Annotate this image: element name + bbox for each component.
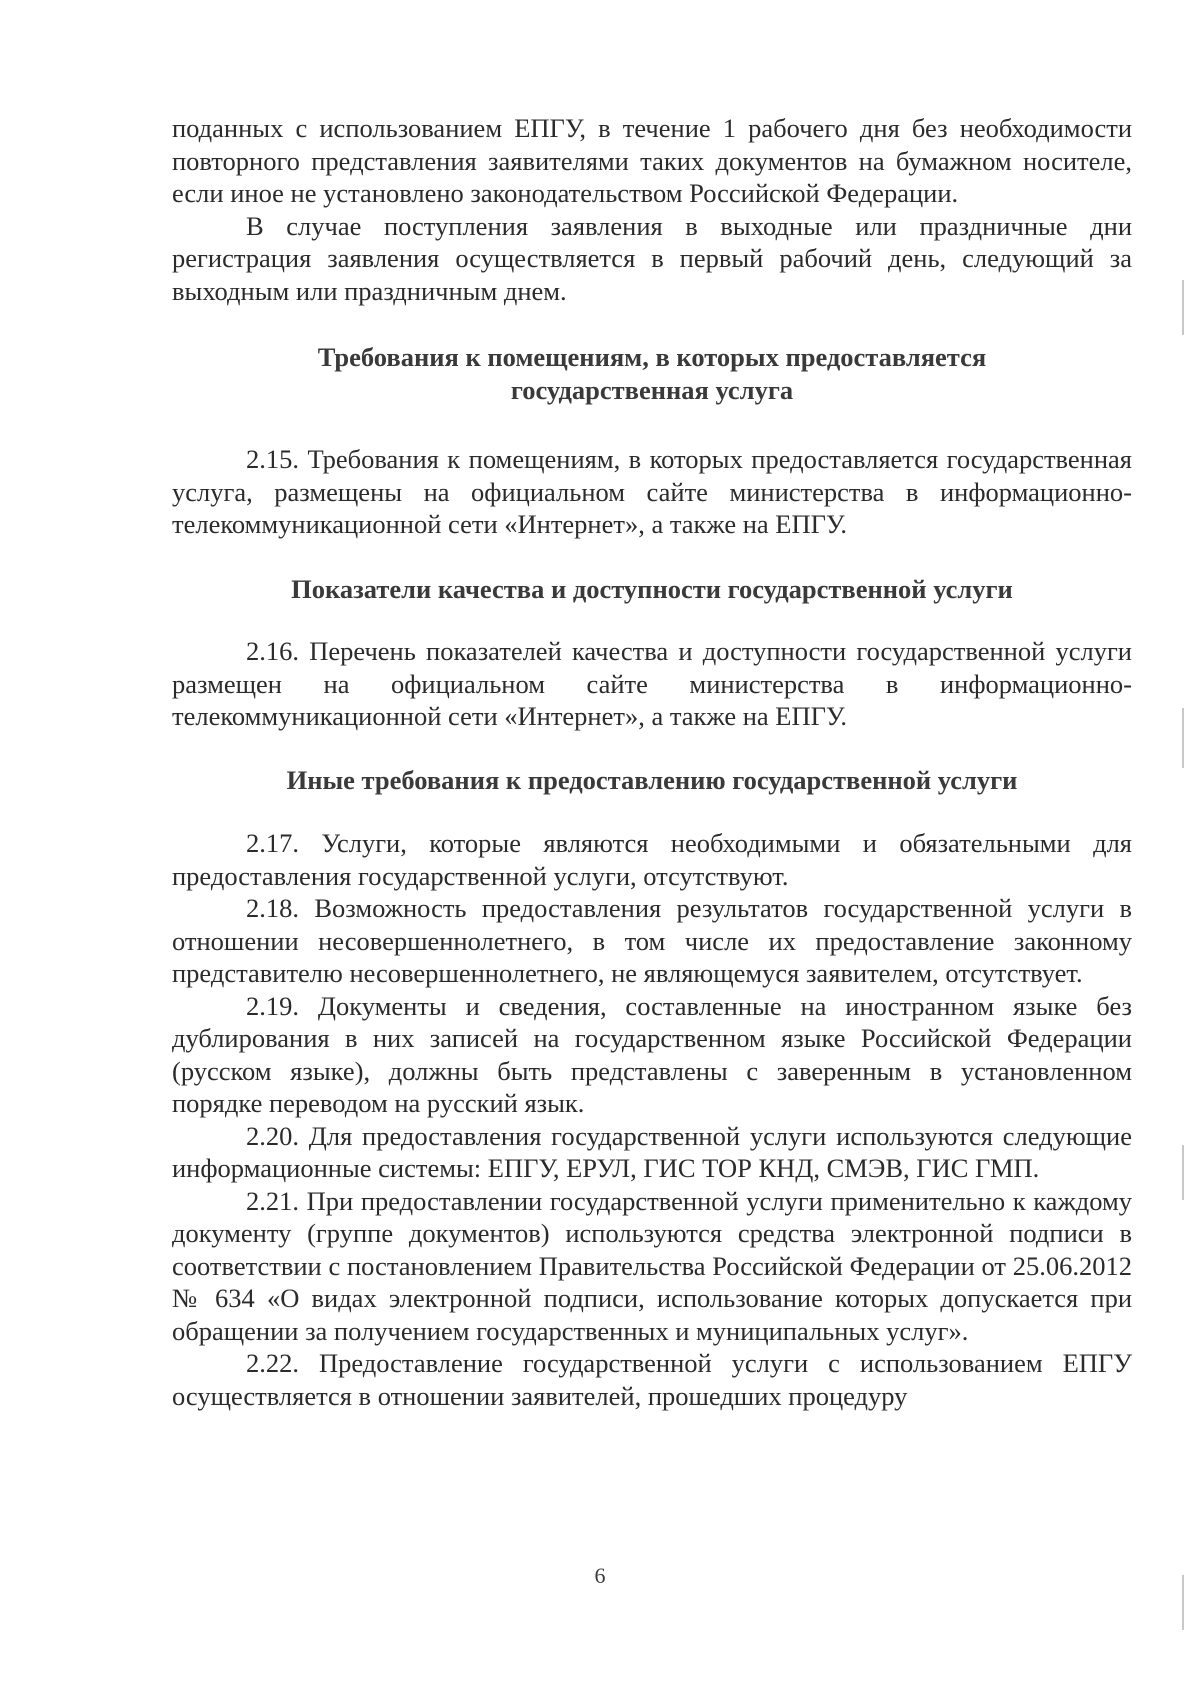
heading-quality-indicators: Показатели качества и доступности государственной услуги (291, 573, 1013, 604)
paragraph-2-17: 2.17. Услуги, которые являются необходимыми и обязательными для предоставления государственной услуги, отсутствуют. (172, 828, 1132, 891)
heading-other-requirements: Иные требования к предоставлению государственной услуги (286, 764, 1018, 795)
scan-edge-mark (1182, 1145, 1184, 1200)
paragraph-2-22: 2.22. Предоставление государственной услуги с использованием ЕПГУ осуществляется в отношении заявителей, прошедших процедуру (172, 1348, 1132, 1411)
paragraph-weekend-registration: В случае поступления заявления в выходные или праздничные дни регистрация заявления осуществляется в первый рабочий день, следующий за выходным или праздничным днем. (172, 210, 1132, 306)
page-number: 6 (594, 1563, 606, 1588)
scan-edge-mark (1182, 708, 1184, 768)
paragraph-2-20: 2.20. Для предоставления государственной услуги используются следующие информационные системы: ЕПГУ, ЕРУЛ, ГИС ТОР КНД, СМЭВ, ГИС ГМП. (172, 1120, 1132, 1183)
paragraph-continuation: поданных с использованием ЕПГУ, в течение 1 рабочего дня без необходимости повторного представления заявителями таких документов на бумажном носителе, если иное не установлено законодательством Российской Федерации. (172, 113, 1132, 208)
paragraph-2-16: 2.16. Перечень показателей качества и доступности государственной услуги размещен на официальном сайте министерства в информационно-телекоммуникационной сети «Интернет», а также на ЕПГУ. (172, 636, 1132, 731)
scan-edge-mark (1182, 1575, 1184, 1630)
paragraph-2-19: 2.19. Документы и сведения, составленные на иностранном языке без дублирования в них записей на государственном языке Российской Федерации (русском языке), должны быть представлены с заверенным в установленном порядке переводом на русский язык. (172, 990, 1132, 1118)
scan-edge-mark (1182, 280, 1184, 335)
paragraph-2-18: 2.18. Возможность предоставления результатов государственной услуги в отношении несовершеннолетнего, в том числе их предоставление законному представителю несовершеннолетнего, не являющемуся заявителем, отсутствует. (172, 893, 1132, 988)
paragraph-2-15: 2.15. Требования к помещениям, в которых предоставляется государственная услуга, размещены на официальном сайте министерства в информационно-телекоммуникационной сети «Интернет», а также на ЕПГУ. (172, 444, 1132, 539)
paragraph-2-21: 2.21. При предоставлении государственной услуги применительно к каждому документу (группе документов) используются средства электронной подписи в соответствии с постановлением Правительства Российской Федерации от 25.06.2012 № 634 «О видах электронной подписи, использование которых допускается при обращении за получением государственных и муниципальных услуг». (172, 1185, 1132, 1346)
page-content (172, 112, 1132, 1412)
heading-premises-requirements: Требования к помещениям, в которых предоставляется государственная услуга (317, 342, 987, 405)
